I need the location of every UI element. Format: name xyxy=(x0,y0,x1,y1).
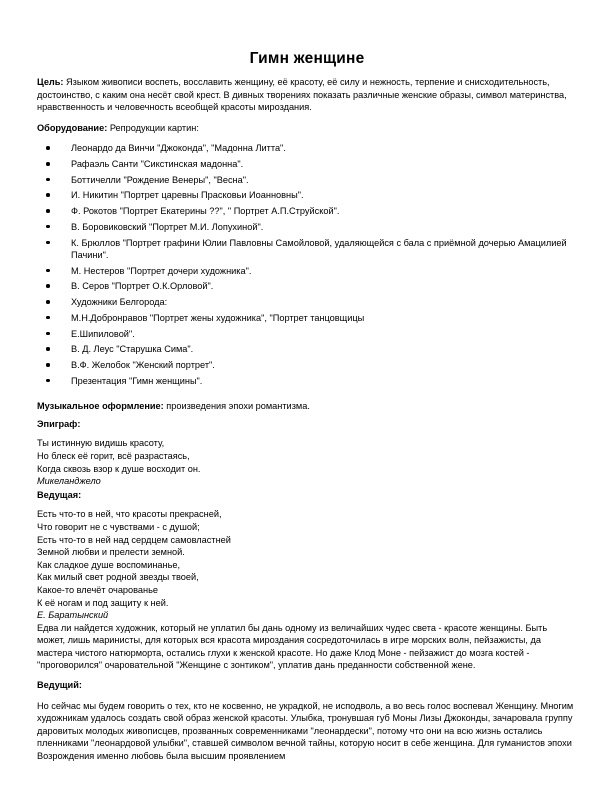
verse-line: Что говорит не с чувствами - с душой; xyxy=(37,521,200,532)
bullet-icon xyxy=(46,316,50,320)
list-item: Художники Белгорода: xyxy=(71,296,577,309)
music-label: Музыкальное оформление: xyxy=(37,401,164,412)
list-item: И. Никитин "Портрет царевны Прасковьи Иоанновны". xyxy=(71,189,577,202)
list-item: Ф. Рокотов "Портрет Екатерины ??", " Портрет А.П.Струйской". xyxy=(71,205,577,218)
list-item: Боттичелли "Рождение Венеры", "Весна". xyxy=(71,174,577,187)
list-item: Леонардо да Винчи "Джоконда", "Мадонна Литта". xyxy=(71,142,577,155)
bullet-icon xyxy=(46,379,50,383)
verse-line: Какое-то влечёт очарованье xyxy=(37,584,159,595)
list-item: В. Боровиковский "Портрет М.И. Лопухиной". xyxy=(71,221,577,234)
list-item: Рафаэль Санти "Сикстинская мадонна". xyxy=(71,158,577,171)
bullet-icon xyxy=(46,347,50,351)
bullet-icon xyxy=(46,300,50,304)
list-item: В. Д. Леус "Старушка Сима". xyxy=(71,343,577,356)
verse-line: Есть что-то в ней, что красоты прекрасней, xyxy=(37,509,222,520)
host-male-text: Но сейчас мы будем говорить о тех, кто не косвенно, не украдкой, не исподволь, а во весь голос воспевал Женщину. Многим художникам удалось создать свой образ женской красоты. Улыбка, тронувшая губ Моны Лизы Джоконды, зачаровала группу даровитых молодых живописцев, прозванных современниками "леонардески", потому что они на всю жизнь остались пленниками "леонардовой улыбки", ставшей символом вечной тайны, которую носит в себе женщина. Для гуманистов эпохи Возрождения именно любовь была высшим проявлением xyxy=(37,700,574,762)
verse-line: К её ногам и под защиту к ней. xyxy=(37,597,169,608)
bullet-icon xyxy=(46,162,50,166)
epigraph-verse xyxy=(37,437,577,487)
document-body xyxy=(37,76,577,763)
verse-line: Как сладкое душе воспоминанье, xyxy=(37,559,181,570)
bullet-icon xyxy=(46,332,50,336)
list-item: К. Брюллов "Портрет графини Юлии Павловны Самойловой, удаляющейся с бала с приёмной дочерью Амацилией Пачини". xyxy=(71,237,577,262)
host-female-heading: Ведущая: xyxy=(37,489,82,500)
verse-line: Ты истинную видишь красоту, xyxy=(37,438,165,449)
equipment-text: Репродукции картин: xyxy=(107,122,199,133)
bullet-icon xyxy=(46,363,50,367)
list-item: Презентация "Гимн женщины". xyxy=(71,375,577,388)
epigraph-author: Микеланджело xyxy=(37,476,101,487)
list-item: Е.Шипиловой". xyxy=(71,328,577,341)
list-item: В.Ф. Желобок "Женский портрет". xyxy=(71,359,577,372)
verse-line: Земной любви и прелести земной. xyxy=(37,547,185,558)
music-text: произведения эпохи романтизма. xyxy=(163,401,310,412)
bullet-icon xyxy=(46,269,50,273)
epigraph-heading: Эпиграф: xyxy=(37,418,81,429)
list-item: В. Серов "Портрет О.К.Орловой". xyxy=(71,280,577,293)
music-paragraph xyxy=(37,400,577,413)
bullet-icon xyxy=(46,284,50,288)
goal-paragraph xyxy=(37,76,577,114)
document-title: Гимн женщине xyxy=(249,50,365,67)
verse-line: Когда сквозь взор к душе восходит он. xyxy=(37,463,201,474)
poem-author: Е. Баратынский xyxy=(37,610,109,621)
goal-text: Языком живописи воспеть, восславить женщину, её красоту, её силу и нежность, терпение и снисходительность, достоинство, с каким она несёт свой крест. В дивных творениях показать различные женские образы, символ материнства, нравственность и человечность всеобщей красоты мироздания. xyxy=(37,77,567,113)
host-female-text: Едва ли найдется художник, который не уплатил бы дань одному из величайших чудес света - красоте женщины. Быть может, лишь маринисты, для которых вся красота мироздания сосредоточилась в игре морских волн, пейзажисты, да мастера чистого натюрморта, остались глухи к женской красоте. Но даже Клод Моне - пейзажист до мозга костей - "проговорился" очаровательной "Женщине с зонтиком", уплатив дань преданности собственной жене. xyxy=(37,622,548,671)
bullet-icon xyxy=(46,146,50,150)
paintings-list xyxy=(37,142,577,387)
list-item: М. Нестеров "Портрет дочери художника". xyxy=(71,265,577,278)
bullet-icon xyxy=(46,209,50,213)
verse-line: Есть что-то в ней над сердцем самовластней xyxy=(37,534,231,545)
host-female-poem xyxy=(37,508,577,621)
bullet-icon xyxy=(46,241,50,245)
verse-line: Но блеск её горит, всё разрастаясь, xyxy=(37,450,190,461)
host-male-heading: Ведущий: xyxy=(37,680,82,691)
bullet-icon xyxy=(46,225,50,229)
goal-label: Цель: xyxy=(37,77,64,87)
bullet-icon xyxy=(46,193,50,197)
equipment-paragraph xyxy=(37,122,577,135)
equipment-label: Оборудование: xyxy=(37,122,108,133)
bullet-icon xyxy=(46,178,50,182)
verse-line: Как милый свет родной звезды твоей, xyxy=(37,572,199,583)
list-item: М.Н.Добронравов "Портрет жены художника", "Портрет танцовщицы xyxy=(71,312,577,325)
